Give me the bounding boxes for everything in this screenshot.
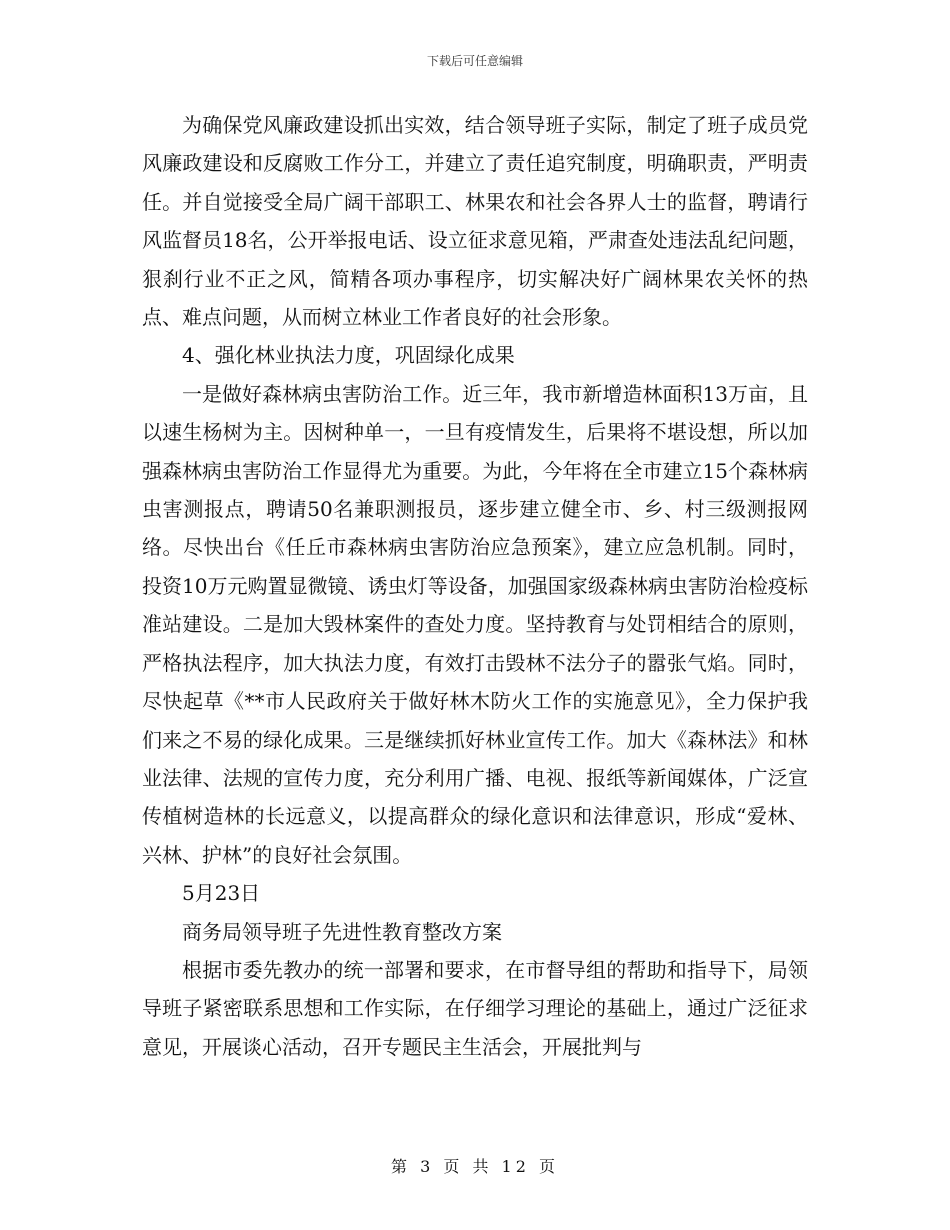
paragraph-forest-pest-control: 一是做好森林病虫害防治工作。近三年，我市新增造林面积13万亩，且以速生杨树为主。因树种单一，一旦有疫情发生，后果将不堪设想，所以加强森林病虫害防治工作显得尤为重要。为此，今年将在全市建立15个森林病虫害测报点，聘请50名兼职测报员，逐步建立健全市、乡、村三级测报网络。尽快出台《任丘市森林病虫害防治应急预案》，建立应急机制。同时，投资10万元购置显微镜、诱虫灯等设备，加强国家级森林病虫害防治检疫标准站建设。二是加大毁林案件的查处力度。坚持教育与处罚相结合的原则，严格执法程序，加大执法力度，有效打击毁林不法分子的嚣张气焰。同时，尽快起草《**市人民政府关于做好林木防火工作的实施意见》，全力保护我们来之不易的绿化成果。三是继续抓好林业宣传工作。加大《森林法》和林业法律、法规的宣传力度，充分利用广播、电视、报纸等新闻媒体，广泛宣传植树造林的长远意义，以提高群众的绿化意识和法律意识，形成“爱林、兴林、护林”的良好社会氛围。 — [142, 381, 808, 867]
paragraph-party-integrity: 为确保党风廉政建设抓出实效，结合领导班子实际，制定了班子成员党风廉政建设和反腐败工作分工，并建立了责任追究制度，明确职责，严明责任。并自觉接受全局广阔干部职工、林果农和社会各界人士的监督，聘请行风监督员18名，公开举报电话、设立征求意见箱，严肃查处违法乱纪问题，狠刹行业不正之风，简精各项办事程序，切实解决好广阔林果农关怀的热点、难点问题，从而树立林业工作者良好的社会形象。 — [142, 113, 808, 330]
document-title-commerce-bureau: 商务局领导班子先进性教育整改方案 — [182, 919, 502, 944]
page-header: 下载后可任意编辑 — [426, 54, 523, 68]
paragraph-rectification-intro: 根据市委先教办的统一部署和要求，在市督导组的帮助和指导下，局领导班子紧密联系思想和工作实际，在仔细学习理论的基础上，通过广泛征求意见，开展谈心活动，召开专题民主生活会，开展批判与 — [142, 957, 808, 1059]
page-number: 第 3 页 共 12 页 — [391, 1157, 559, 1176]
document-body — [142, 106, 808, 1066]
section-heading-law-enforcement: 4、强化林业执法力度，巩固绿化成果 — [182, 343, 515, 368]
date-line: 5月23日 — [182, 881, 261, 906]
